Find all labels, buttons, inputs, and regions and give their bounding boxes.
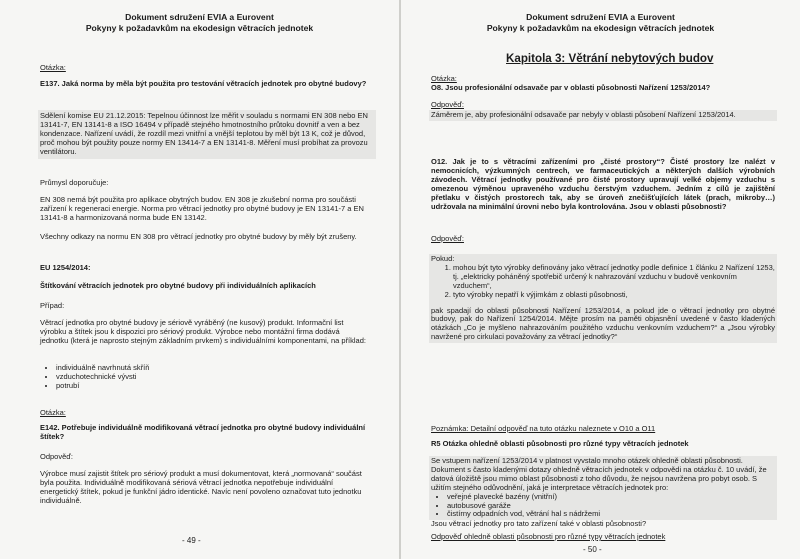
page-number: - 50 -: [583, 545, 602, 554]
answer-o12-paragraph: pak spadají do oblasti působnosti Nařízení 1253/2014, a pokud jde o větrací jednotky pro obytné budovy, pak do Nařízení 1254/2014. Mějte prosím na paměti objasnění uvedené v často kladených otázkách „Co je myšleno nahrazováním použitého vzduchu venkovním vzduchem?“ a „Jsou výrobky navržené pro cirkulaci považovány za větrací jednotky?“: [431, 305, 775, 342]
answer-label: Odpověď:: [431, 100, 464, 109]
commission-statement-box: Sdělení komise EU 21.12.2015: Tepelnou účinnost lze měřit v souladu s normami EN 308 nebo EN 13141-7, EN 13141-8 a ISO 16494 v případě stejného hmotnostního průtoku dovnitř a ven a bez kondenzace. Nařízení uvádí, že rozdíl mezi vnitřní a vnější teplotou by měl být 13 K, což je důvod, proč mohou být použity pouze normy EN 13414-7 a EN 13141-8. Měření musí probíhat za provozu ventilátoru.: [38, 110, 376, 159]
answer-o12-box: [429, 254, 777, 343]
answer-label: Odpověď:: [431, 234, 464, 243]
answer-text: Výrobce musí zajistit štítek pro sériový produkt a musí dokumentovat, která „normovaná“ součást byla použita. Individuálně modifikovaná sériová větrací jednotka nepotřebuje individuální energetický štítek, pokud je funkční jádro identické. Navíc není povoleno označovat tuto jednotku individuálně.: [40, 469, 362, 505]
question-e142: E142. Potřebuje individuálně modifikovaná větrací jednotka pro obytné budovy individuální štítek?: [40, 423, 366, 441]
industry-recommendation: EN 308 nemá být použita pro aplikace obytných budov. EN 308 je zkušební norma pro součásti zařízení k regeneraci energie. Norma pro větrací jednotky pro obytné budovy je EN 13141-7 a EN 13141-8 a harmonizovaná norma bude EN 13142.: [40, 195, 364, 222]
answer-label: Odpověď:: [40, 452, 73, 461]
list-item: • vzduchotechnické vývsti: [56, 373, 340, 382]
page-right: [401, 0, 800, 559]
regulation-heading: EU 1254/2014:: [40, 263, 91, 272]
section-r5-box: [429, 456, 777, 520]
references-note: Všechny odkazy na normu EN 308 pro větrací jednotky pro obytné budovy by měly být zrušeny.: [40, 232, 357, 241]
list-item: 2. tyto výrobky nepatří k výjimkám z oblasti působnosti,: [453, 291, 775, 300]
answer-o8: Záměrem je, aby profesionální odsavače par nebyly v oblasti působení Nařízení 1253/2014.: [429, 110, 777, 121]
section-r5-answer-heading: Odpověď ohledně oblasti působnosti pro různé typy větracích jednotek: [431, 532, 666, 541]
page-number: - 49 -: [182, 536, 201, 545]
list-item: 1. mohou být tyto výrobky definovány jako větrací jednotky podle definice 1 článku 2 Nařízení 1253, tj. „elektricky poháněný spotřebič určený k nahrazování vzduchu v budově venkovním vzduchem“,: [453, 264, 775, 291]
list-item: • veřejné plavecké bazény (vnitřní): [447, 493, 775, 502]
question-e137: E137. Jaká norma by měla být použita pro testování větracích jednotek pro obytné budovy?: [40, 79, 367, 88]
question-label: Otázka:: [431, 74, 457, 83]
question-label: Otázka:: [40, 63, 66, 72]
section-r5-text: Se vstupem nařízení 1253/2014 v platnost vyvstalo mnoho otázek ohledně oblasti působnosti. Dokument s často kladenými dotazy ohledně větracích jednotek v odpovědi na otázku č. 10 uvádí, že datová úložiště jsou mimo oblast působnosti z toho důvodu, že nejsou navržena pro pobyt osob. S užitím stejného odůvodnění, jaká je interpretace větracích jednotek pro:: [431, 456, 767, 492]
case-text: Větrací jednotka pro obytné budovy je sériově vyráběný (ne kusový) produkt. Informační list výrobku a štítek jsou k dispozici pro sériový produkt. Výrobce nebo montážní firma dodává jednotku (která je naprosto stejným základním prvkem) s individuálními komponentami, na příklad:: [40, 318, 366, 345]
component-list: [40, 364, 340, 391]
header-subtitle: Pokyny k požadavkům na ekodesign větracích jednotek: [486, 23, 715, 33]
page-left: [0, 0, 399, 559]
remark-note: Poznámka: Detailní odpověď na tuto otázku naleznete v O10 a O11: [431, 424, 656, 433]
industry-label: Průmysl doporučuje:: [40, 178, 109, 187]
header-subtitle: Pokyny k požadavkům na ekodesign větracích jednotek: [85, 23, 314, 33]
condition-list: [431, 264, 775, 300]
list-item: • potrubí: [56, 382, 340, 391]
labeling-heading: Štítkování větracích jednotek pro obytné budovy při individuálních aplikacích: [40, 281, 316, 290]
header-title: Dokument sdružení EVIA a Eurovent: [125, 12, 274, 22]
header-title: Dokument sdružení EVIA a Eurovent: [526, 12, 675, 22]
list-item: • čistírny odpadních vod, větrání hal s nádržemi: [447, 510, 775, 519]
section-r5-heading: R5 Otázka ohledně oblasti působnosti pro různé typy větracích jednotek: [431, 439, 689, 448]
question-label: Otázka:: [40, 408, 66, 417]
facility-list: [431, 493, 775, 520]
ventilation-question: Jsou větrací jednotky pro tato zařízení také v oblasti působnosti?: [431, 519, 647, 528]
condition-label: Pokud:: [431, 254, 455, 263]
case-label: Případ:: [40, 301, 65, 310]
list-item: • individuálně navrhnutá skříň: [56, 364, 340, 373]
chapter-title: Kapitola 3: Větrání nebytových budov: [506, 52, 714, 65]
question-o12: O12. Jak je to s větracími zařízeními pro „čisté prostory“? Čisté prostory lze nalézt v nemocnicích, výzkumných centrech, ve farmaceutických a některých dalších výrobních závodech. Větrací jednotky používané pro čisté prostory upravují velké objemy vzduchu s omezenou výměnou upraveného vzduchu čerstvým vzduchem. Jedním z cílů je zajištění přetlaku v čistých prostorech tak, aby se úroveň znečišťujících látek (prach, mikroby…) udržovala na minimální úrovni nebo byla kontrolována. Jsou v oblasti působnosti?: [431, 157, 775, 211]
list-item: • autobusové garáže: [447, 502, 775, 511]
question-o8: O8. Jsou profesionální odsavače par v oblasti působnosti Nařízení 1253/2014?: [431, 83, 711, 92]
